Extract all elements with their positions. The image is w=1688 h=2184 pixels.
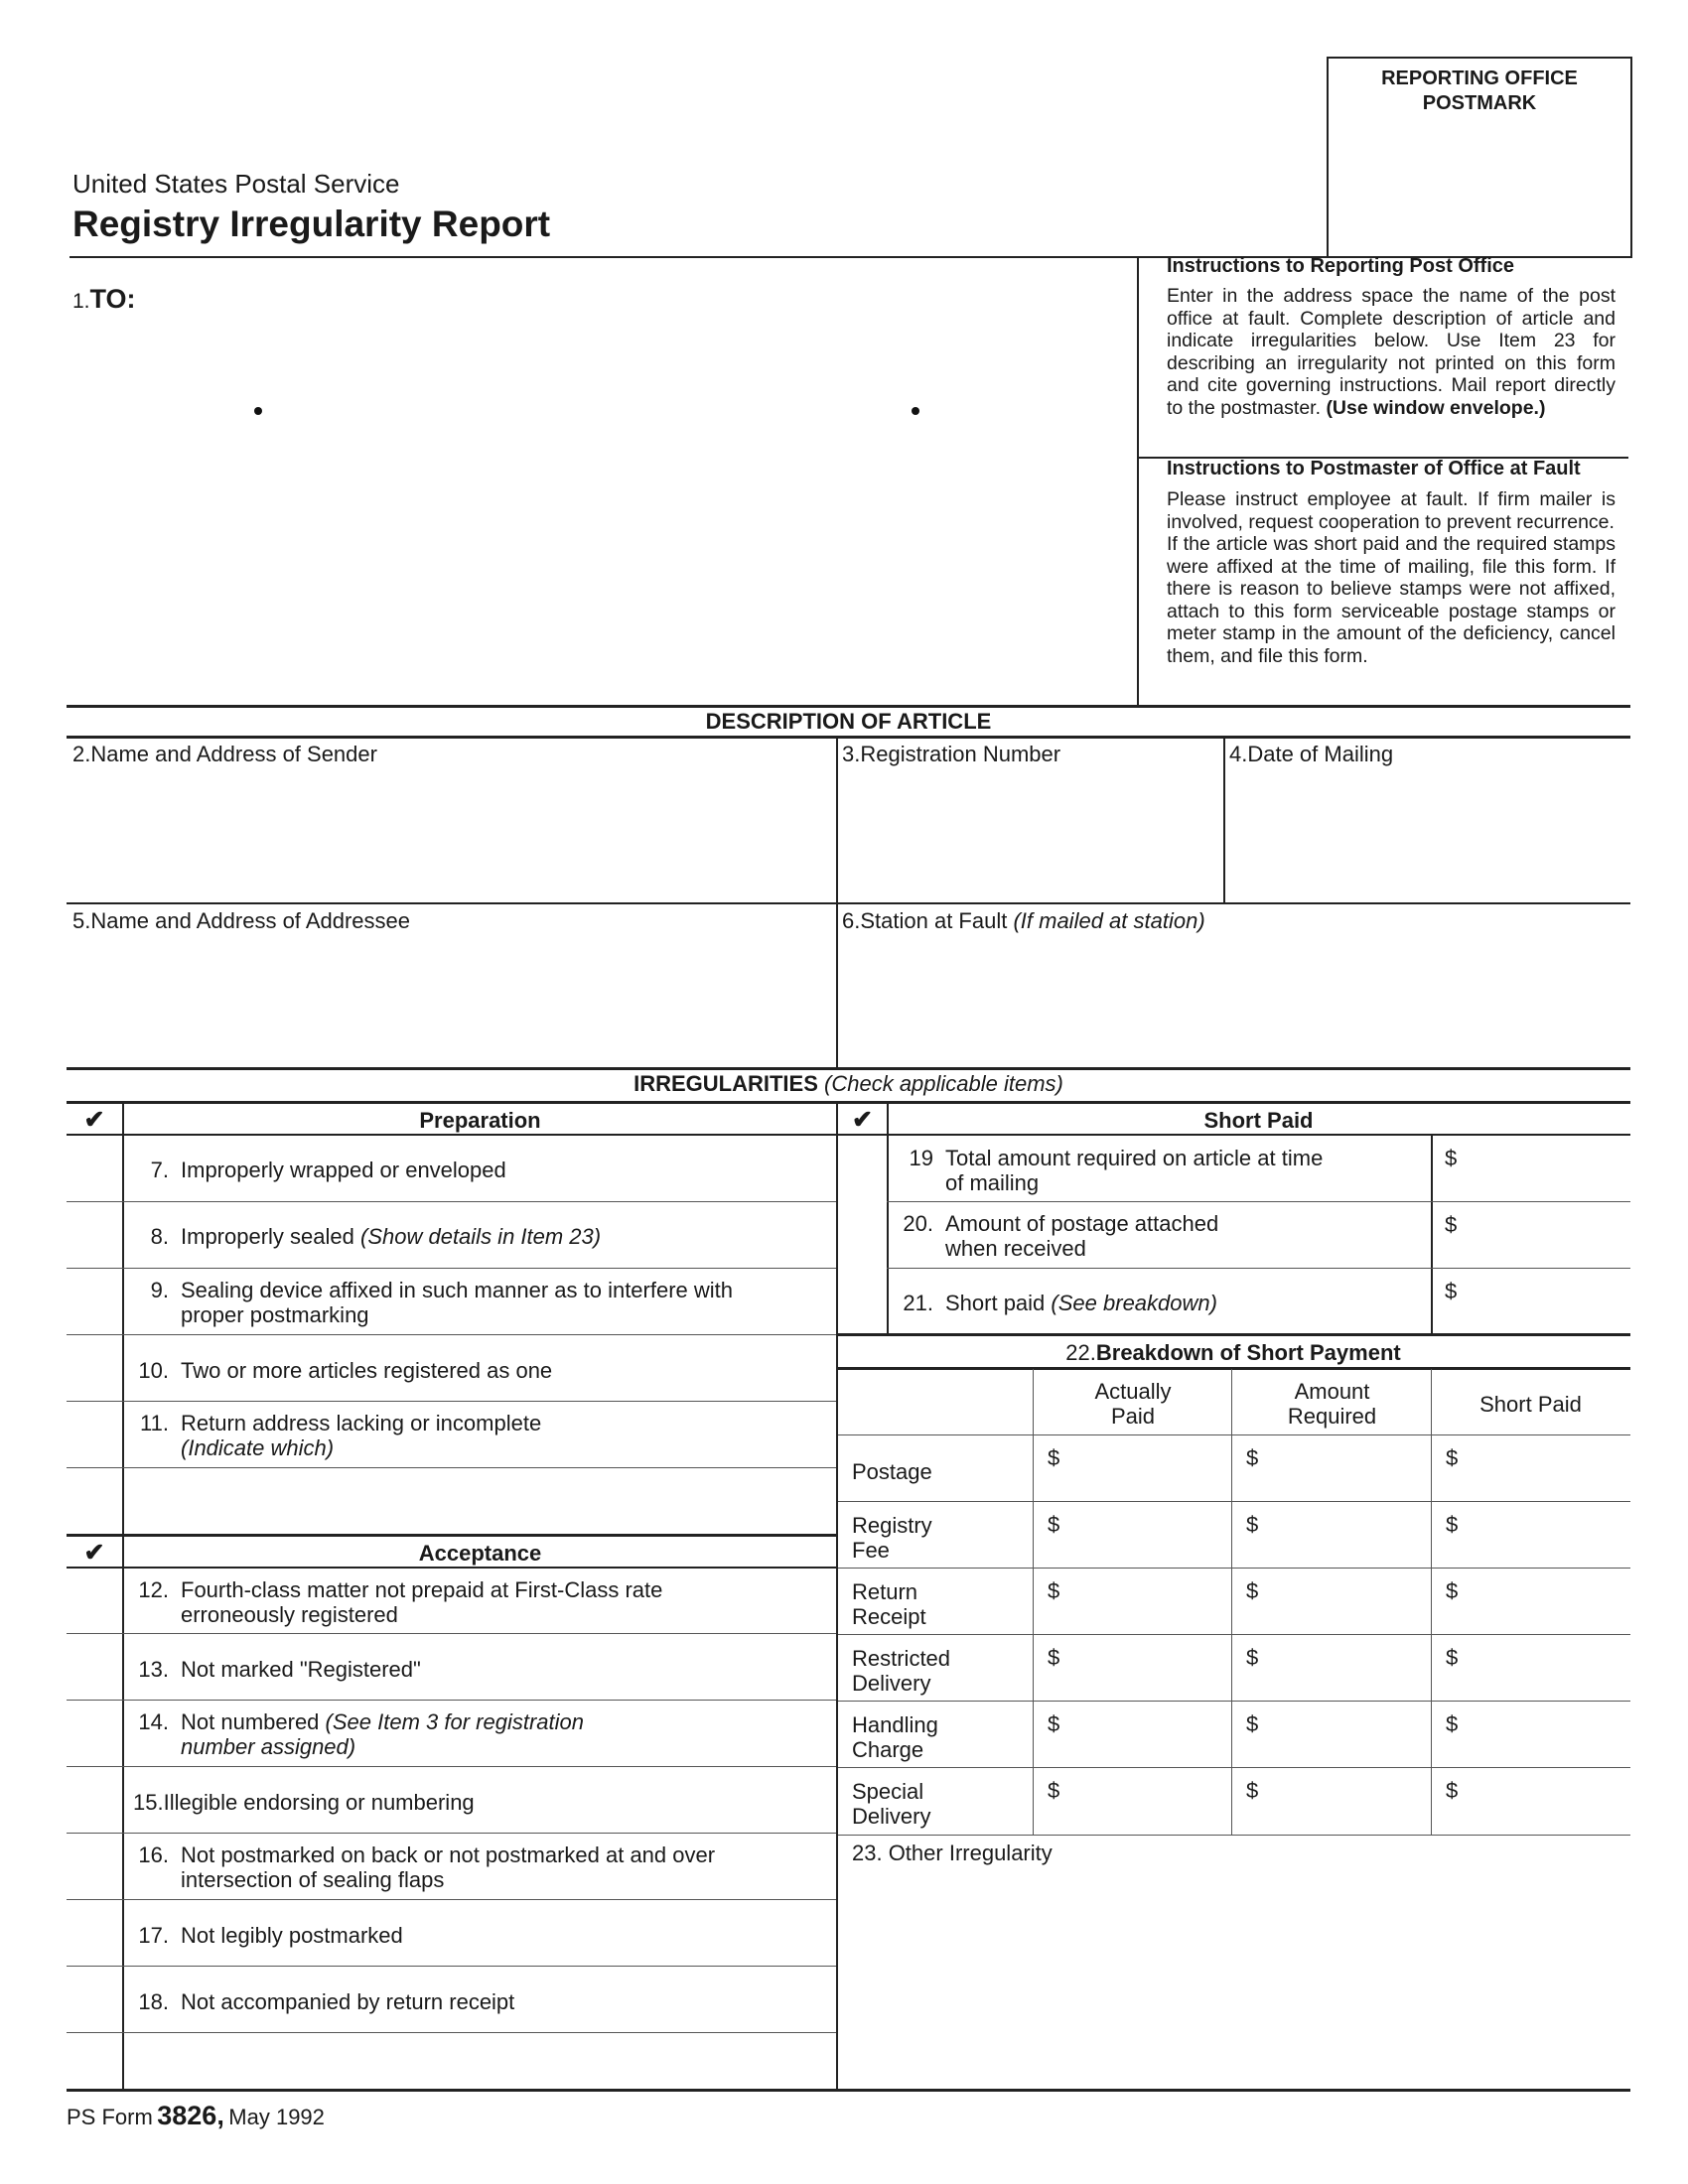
acceptance-top-rule xyxy=(67,1534,836,1537)
checkbox-item-13[interactable] xyxy=(67,1634,122,1700)
instructions-reporting-text xyxy=(1167,285,1616,419)
cell-postage-short-paid[interactable]: $ xyxy=(1446,1445,1459,1470)
item-14-number: 14. xyxy=(138,1709,169,1734)
irregularities-heading: IRREGULARITIES xyxy=(633,1071,818,1096)
row-rule xyxy=(67,1899,836,1900)
acceptance-header-rule xyxy=(67,1567,836,1569)
checkbox-item-11[interactable] xyxy=(67,1402,122,1467)
form-bottom-rule xyxy=(67,2089,1630,2092)
acceptance-heading: Acceptance xyxy=(418,1541,542,1566)
row-label-registry-fee-line1: Registry xyxy=(852,1513,932,1538)
checkbox-item-20[interactable] xyxy=(838,1202,887,1268)
item-11-number: 11. xyxy=(140,1411,169,1435)
item-14-text: Not numbered xyxy=(181,1709,320,1734)
cell-return-actually-paid[interactable]: $ xyxy=(1048,1578,1060,1603)
item-17-text: Not legibly postmarked xyxy=(181,1923,403,1948)
row-rule xyxy=(67,1766,836,1767)
item-21-note: (See breakdown) xyxy=(1051,1291,1217,1315)
item-18 xyxy=(121,1989,816,2014)
row-label-special-delivery-line2: Delivery xyxy=(852,1804,931,1829)
item-18-text: Not accompanied by return receipt xyxy=(181,1989,515,2014)
acceptance-check-header: ✔ xyxy=(83,1539,105,1567)
postmark-label-1: REPORTING OFFICE xyxy=(1381,68,1578,89)
cell-return-amount-required[interactable]: $ xyxy=(1246,1578,1259,1603)
cell-restricted-amount-required[interactable]: $ xyxy=(1246,1645,1259,1670)
item-21 xyxy=(894,1291,1420,1315)
addressee-label: 5.Name and Address of Addressee xyxy=(72,908,410,933)
cell-handling-short-paid[interactable]: $ xyxy=(1446,1711,1459,1736)
item-12-line1: Fourth-class matter not prepaid at First-Class rate xyxy=(181,1577,663,1602)
amount-field-20[interactable] xyxy=(1433,1202,1628,1268)
item-12-number: 12. xyxy=(138,1577,169,1602)
item-19-number: 19 xyxy=(909,1146,933,1170)
item-16-line1: Not postmarked on back or not postmarked at and over xyxy=(181,1843,716,1867)
instructions-reporting-body: Enter in the address space the name of the post office at fault. Complete description of article and indicate irregularities below. Use Item 23 for describing an irregularity not printed on this form and cite governing instructions. Mail report directly to the postmaster. xyxy=(1167,285,1616,419)
item-21-text: Short paid xyxy=(945,1291,1046,1315)
cell-handling-actually-paid[interactable]: $ xyxy=(1048,1711,1060,1736)
breakdown-row-rule xyxy=(838,1568,1630,1569)
preparation-heading: Preparation xyxy=(419,1108,541,1133)
row-label-restricted-delivery-line1: Restricted xyxy=(852,1646,951,1671)
checkbox-item-15[interactable] xyxy=(67,1767,122,1833)
item-19-line2: of mailing xyxy=(945,1170,1040,1195)
item-7-number: 7. xyxy=(150,1158,169,1182)
item-8-number: 8. xyxy=(150,1224,169,1249)
item-13 xyxy=(121,1657,816,1682)
amount-field-21[interactable] xyxy=(1433,1269,1628,1333)
breakdown-col-rule xyxy=(1033,1369,1034,1836)
item-13-text: Not marked "Registered" xyxy=(181,1657,421,1682)
item-17 xyxy=(121,1923,816,1948)
date-label: 4.Date of Mailing xyxy=(1229,742,1394,766)
instructions-divider xyxy=(1137,256,1139,705)
breakdown-col-rule xyxy=(1431,1369,1432,1836)
row-label-return-receipt-line2: Receipt xyxy=(852,1604,926,1629)
cell-postage-actually-paid[interactable]: $ xyxy=(1048,1445,1060,1470)
instructions-fault-para2: If the article was short paid and the required stamps were affixed at the time of mailing, file this form. If there is reason to believe stamps were not affixed, attach to this form serviceable postage stamps or meter stamp in the amount of the deficiency, cancel them, and file this form. xyxy=(1167,533,1616,667)
cell-special-amount-required[interactable]: $ xyxy=(1246,1778,1259,1803)
instructions-reporting-heading: Instructions to Reporting Post Office xyxy=(1167,255,1515,277)
item-21-number: 21. xyxy=(903,1291,933,1315)
row-rule xyxy=(67,1401,836,1402)
irregularities-top-rule xyxy=(67,1067,1630,1070)
item-20 xyxy=(894,1211,1420,1261)
item-12-line2: erroneously registered xyxy=(181,1602,398,1627)
instructions-fault-heading: Instructions to Postmaster of Office at Fault xyxy=(1167,458,1581,479)
item-9-number: 9. xyxy=(150,1278,169,1302)
item-11-line2: (Indicate which) xyxy=(181,1435,335,1460)
row-rule xyxy=(67,1334,836,1335)
row-rule xyxy=(67,1700,836,1701)
item-12 xyxy=(121,1577,816,1627)
agency-name: United States Postal Service xyxy=(72,169,400,199)
dollar-sign: $ xyxy=(1445,1146,1458,1170)
dollar-sign: $ xyxy=(1445,1279,1458,1303)
row-rule xyxy=(67,1966,836,1967)
col-header-amount-required-line2: Required xyxy=(1287,1404,1377,1429)
preparation-check-header: ✔ xyxy=(83,1106,105,1134)
item-9-line2: proper postmarking xyxy=(181,1302,369,1327)
amount-field-19[interactable] xyxy=(1433,1136,1628,1201)
description-top-rule xyxy=(67,705,1630,708)
sender-label: 2.Name and Address of Sender xyxy=(72,742,377,766)
item-11-line1: Return address lacking or incomplete xyxy=(181,1411,542,1435)
item-19-line1: Total amount required on article at time xyxy=(945,1146,1324,1170)
row-label-restricted-delivery xyxy=(852,1646,950,1696)
station-field[interactable] xyxy=(838,905,1628,1067)
item-18-number: 18. xyxy=(138,1989,169,2014)
row-label-return-receipt-line1: Return xyxy=(852,1579,918,1604)
breakdown-row-rule xyxy=(838,1835,1630,1836)
item-10-text: Two or more articles registered as one xyxy=(181,1358,553,1383)
breakdown-heading: Breakdown of Short Payment xyxy=(1095,1340,1401,1365)
other-irregularity-field[interactable] xyxy=(838,1837,1628,2089)
sender-field[interactable] xyxy=(67,738,836,901)
description-mid-rule xyxy=(67,902,1630,904)
cell-postage-amount-required[interactable]: $ xyxy=(1246,1445,1259,1470)
item-8-note: (Show details in Item 23) xyxy=(360,1224,602,1249)
checkbox-item-18[interactable] xyxy=(67,1967,122,2032)
item-13-number: 13. xyxy=(138,1657,169,1682)
item-17-number: 17. xyxy=(138,1923,169,1948)
date-field[interactable] xyxy=(1225,738,1628,901)
row-label-special-delivery-line1: Special xyxy=(852,1779,924,1804)
breakdown-row-rule xyxy=(838,1501,1630,1502)
to-number: 1. xyxy=(72,290,90,313)
cell-registry-amount-required[interactable]: $ xyxy=(1246,1512,1259,1537)
breakdown-top-rule xyxy=(836,1333,1630,1336)
item-20-line2: when received xyxy=(945,1236,1086,1261)
window-dot-left xyxy=(254,407,262,415)
blank-row-acceptance[interactable] xyxy=(124,2033,836,2088)
other-irregularity-label: 23. Other Irregularity xyxy=(852,1841,1053,1865)
cell-restricted-short-paid[interactable]: $ xyxy=(1446,1645,1459,1670)
item-19 xyxy=(894,1146,1420,1195)
item-10 xyxy=(121,1358,816,1383)
instructions-fault-text xyxy=(1167,488,1616,667)
row-label-registry-fee-line2: Fee xyxy=(852,1538,890,1563)
row-rule xyxy=(67,1201,836,1202)
checkbox-item-9[interactable] xyxy=(67,1269,122,1334)
station-label: 6.Station at Fault xyxy=(842,908,1008,933)
item-16 xyxy=(121,1843,816,1892)
item-8 xyxy=(121,1224,816,1249)
irregularities-note: (Check applicable items) xyxy=(824,1071,1063,1096)
col-header-amount-required xyxy=(1233,1379,1431,1429)
checkbox-item-7[interactable] xyxy=(67,1136,122,1201)
footer-date: May 1992 xyxy=(228,2105,325,2129)
row-label-postage-line1: Postage xyxy=(852,1459,932,1484)
row-label-registry-fee xyxy=(852,1513,932,1563)
right-check-column-rule xyxy=(887,1103,889,1333)
checkbox-item-19[interactable] xyxy=(838,1136,887,1201)
addressee-field[interactable] xyxy=(67,905,836,1067)
dollar-sign: $ xyxy=(1445,1212,1458,1237)
checkbox-item-17[interactable] xyxy=(67,1900,122,1966)
item-15 xyxy=(121,1790,816,1815)
item-8-text: Improperly sealed xyxy=(181,1224,354,1249)
checkbox-item-8[interactable] xyxy=(67,1202,122,1268)
row-label-handling-charge-line1: Handling xyxy=(852,1712,938,1737)
cell-handling-amount-required[interactable]: $ xyxy=(1246,1711,1259,1736)
row-rule xyxy=(67,1833,836,1834)
item-9 xyxy=(121,1278,816,1327)
instructions-fault-para1: Please instruct employee at fault. If firm mailer is involved, request cooperation to prevent recurrence. xyxy=(1167,488,1616,533)
item-14-note2: number assigned) xyxy=(181,1734,356,1759)
breakdown-row-rule xyxy=(838,1634,1630,1635)
instructions-reporting-bold: (Use window envelope.) xyxy=(1326,396,1546,419)
blank-row-preparation[interactable] xyxy=(124,1468,836,1534)
breakdown-row-rule xyxy=(838,1767,1630,1768)
row-rule xyxy=(67,1633,836,1634)
item-10-number: 10. xyxy=(138,1358,169,1383)
item-14 xyxy=(121,1709,816,1759)
row-label-handling-charge-line2: Charge xyxy=(852,1737,924,1762)
cell-registry-short-paid[interactable]: $ xyxy=(1446,1512,1459,1537)
item-20-number: 20. xyxy=(903,1211,933,1236)
item-15-text: 15.Illegible endorsing or numbering xyxy=(133,1790,475,1815)
footer-form-number: 3826, xyxy=(157,2101,224,2130)
row-label-return-receipt xyxy=(852,1579,926,1629)
item-7 xyxy=(121,1158,816,1182)
cell-special-short-paid[interactable]: $ xyxy=(1446,1778,1459,1803)
breakdown-row-rule xyxy=(838,1701,1630,1702)
breakdown-col-rule xyxy=(1231,1369,1232,1836)
row-label-restricted-delivery-line2: Delivery xyxy=(852,1671,931,1696)
row-rule xyxy=(67,1268,836,1269)
checkbox-item-10[interactable] xyxy=(67,1335,122,1401)
cell-special-actually-paid[interactable]: $ xyxy=(1048,1778,1060,1803)
cell-registry-actually-paid[interactable]: $ xyxy=(1048,1512,1060,1537)
item-16-line2: intersection of sealing flaps xyxy=(181,1867,445,1892)
preparation-header-rule xyxy=(67,1134,836,1136)
item-14-note1: (See Item 3 for registration xyxy=(325,1709,584,1734)
item-9-line1: Sealing device affixed in such manner as to interfere with xyxy=(181,1278,734,1302)
window-dot-right xyxy=(912,407,919,415)
irregularities-sub-rule xyxy=(67,1101,1630,1104)
footer-prefix: PS Form xyxy=(67,2105,153,2129)
row-label-postage xyxy=(852,1459,932,1484)
checkbox-item-16[interactable] xyxy=(67,1834,122,1899)
item-11 xyxy=(121,1411,816,1460)
cell-restricted-actually-paid[interactable]: $ xyxy=(1048,1645,1060,1670)
registration-field[interactable] xyxy=(838,738,1223,901)
short-paid-heading: Short Paid xyxy=(1203,1108,1314,1133)
col-header-actually-paid xyxy=(1035,1379,1231,1429)
checkbox-item-21[interactable] xyxy=(838,1269,887,1333)
breakdown-number: 22. xyxy=(1065,1340,1096,1365)
row-label-handling-charge xyxy=(852,1712,938,1762)
breakdown-sub-rule xyxy=(836,1367,1630,1370)
cell-return-short-paid[interactable]: $ xyxy=(1446,1578,1459,1603)
item-16-number: 16. xyxy=(138,1843,169,1867)
station-note: (If mailed at station) xyxy=(1013,908,1205,933)
page-title: Registry Irregularity Report xyxy=(72,204,551,244)
to-label: TO: xyxy=(89,284,136,314)
to-field[interactable] xyxy=(70,260,1136,705)
breakdown-row-rule xyxy=(838,1434,1630,1435)
item-20-line1: Amount of postage attached xyxy=(945,1211,1219,1236)
col-header-short-paid: Short Paid xyxy=(1479,1392,1582,1417)
row-label-special-delivery xyxy=(852,1779,930,1829)
postmark-label-2: POSTMARK xyxy=(1422,92,1537,114)
checkbox-item-14[interactable] xyxy=(67,1701,122,1766)
item-7-text: Improperly wrapped or enveloped xyxy=(181,1158,506,1182)
registration-label: 3.Registration Number xyxy=(842,742,1061,766)
col-header-actually-paid-line1: Actually xyxy=(1094,1379,1172,1404)
col-header-actually-paid-line2: Paid xyxy=(1110,1404,1156,1429)
col-header-amount-required-line1: Amount xyxy=(1294,1379,1370,1404)
short-paid-check-header: ✔ xyxy=(852,1106,873,1134)
description-heading: DESCRIPTION OF ARTICLE xyxy=(705,709,992,734)
checkbox-item-12[interactable] xyxy=(67,1569,122,1633)
